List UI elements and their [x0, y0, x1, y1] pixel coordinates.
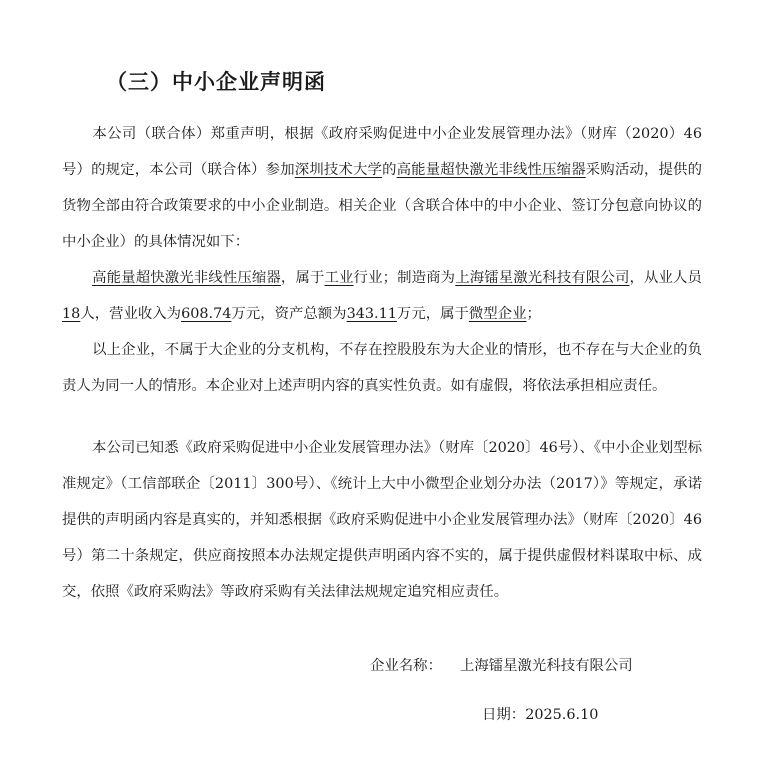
company-name: 上海镭星激光科技有限公司: [459, 658, 633, 674]
company-label: 企业名称：: [370, 658, 442, 674]
declaration-text-a: 本公司（联合体）郑重声明，根据《政府采购促进中小企业发展管理办法》（财库（2020）46号）的规定，本公司（联合体）参加: [62, 126, 702, 178]
date-label: 日期：: [482, 707, 526, 723]
date-value: 2025.6.10: [525, 707, 599, 723]
enterprise-details-paragraph: [62, 260, 702, 332]
document-title: （三）中小企业声明函: [106, 70, 326, 94]
declaration-paragraph: [62, 116, 702, 260]
product-name: 高能量超快激光非线性压缩器: [92, 270, 281, 286]
declaration-text-c: 采购活动，提供的货物全部由符合政策要求的中小企业制造。相关企业（含联合体中的中小企业、签订分包意向协议的中小企业）的具体情况如下：: [62, 162, 702, 250]
independence-text: 以上企业，不属于大企业的分支机构，不存在控股股东为大企业的情形，也不存在与大企业的负责人为同一人的情形。本企业对上述声明内容的真实性负责。如有虚假，将依法承担相应责任。: [62, 342, 702, 394]
independence-paragraph: [62, 332, 702, 404]
details-text-e: 万元，资产总额为: [231, 306, 347, 322]
details-text-d: 人，营业收入为: [80, 306, 182, 322]
details-text-c: ，从业人员: [629, 270, 702, 286]
details-text-f: 万元，属于: [396, 306, 469, 322]
revenue-value: 608.74: [181, 306, 232, 322]
details-text-b: 行业；制造商为: [353, 270, 456, 286]
declaration-text-b: 的: [382, 162, 397, 178]
date-line: [482, 703, 598, 724]
assets-value: 343.11: [346, 306, 397, 322]
details-text-a: ，属于: [280, 270, 325, 286]
acknowledgement-paragraph: [62, 430, 702, 610]
enterprise-scale-value: 微型企业: [468, 306, 527, 322]
details-text-g: ；: [526, 306, 541, 322]
purchaser-name: 深圳技术大学: [294, 162, 383, 178]
industry-value: 工业: [324, 270, 354, 286]
manufacturer-name: 上海镭星激光科技有限公司: [455, 270, 630, 286]
company-signature-line: [370, 654, 633, 675]
project-name: 高能量超快激光非线性压缩器: [396, 162, 586, 178]
acknowledgement-text: 本公司已知悉《政府采购促进中小企业发展管理办法》（财库〔2020〕46号）、《中小企业划型标准规定》（工信部联企〔2011〕300号）、《统计上大中小微型企业划分办法（2017）》等规定，承诺提供的声明函内容是真实的，并知悉根据《政府采购促进中小企业发展管理办法》（财库〔2020〕46号）第二十条规定，供应商按照本办法规定提供声明函内容不实的，属于提供虚假材料谋取中标、成交，依照《政府采购法》等政府采购有关法律法规规定追究相应责任。: [62, 440, 702, 600]
employees-value: 18: [62, 306, 81, 322]
